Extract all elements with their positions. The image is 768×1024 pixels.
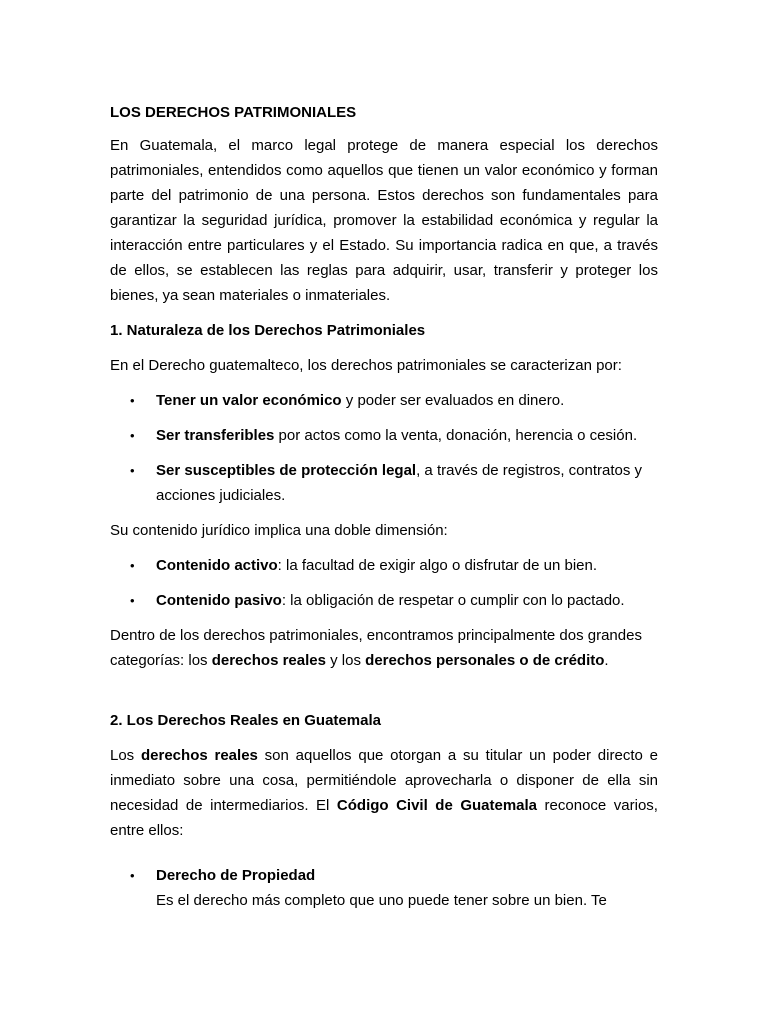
item-text: y poder ser evaluados en dinero. bbox=[341, 392, 565, 409]
item-bold: Ser transferibles bbox=[156, 427, 275, 444]
list-item bbox=[110, 388, 658, 413]
bold-run: Código Civil de Guatemala bbox=[336, 797, 538, 814]
item-bold: Tener un valor económico bbox=[156, 392, 342, 409]
item-text: Es el derecho más completo que uno puede tener sobre un bien. Te bbox=[156, 892, 607, 909]
list-item bbox=[110, 588, 658, 613]
document-body bbox=[110, 100, 658, 923]
document-title: LOS DERECHOS PATRIMONIALES bbox=[110, 104, 357, 121]
real-rights-paragraph bbox=[110, 743, 658, 843]
text-run: reconoce varios, entre ellos: bbox=[110, 797, 658, 839]
text-run: Dentro de los derechos patrimoniales, encontramos principalmente dos grandes categorías: los bbox=[110, 627, 642, 669]
categories-paragraph bbox=[110, 623, 658, 673]
spacer bbox=[110, 683, 658, 708]
dimension-list bbox=[110, 553, 658, 613]
item-bold: Contenido activo bbox=[156, 557, 278, 574]
item-text: , a través de registros, contratos y acciones judiciales. bbox=[156, 462, 643, 504]
item-bold: Ser susceptibles de protección legal bbox=[156, 462, 417, 479]
text-run: Los bbox=[110, 747, 141, 764]
section-1-heading: 1. Naturaleza de los Derechos Patrimoniales bbox=[110, 322, 426, 339]
text-run: y los bbox=[325, 652, 366, 669]
bullet-icon: • bbox=[130, 463, 135, 478]
real-rights-list bbox=[110, 863, 658, 913]
item-text: : la obligación de respetar o cumplir con lo pactado. bbox=[281, 592, 625, 609]
section-1-lead: En el Derecho guatemalteco, los derechos patrimoniales se caracterizan por: bbox=[110, 357, 622, 374]
spacer bbox=[110, 853, 658, 863]
text-run: son aquellos que otorgan a su titular un poder directo e inmediato sobre una cosa, permitiéndole aprovecharla o disponer de ella sin necesidad de intermediarios. El bbox=[110, 747, 658, 814]
bold-run: derechos reales bbox=[141, 747, 258, 764]
list-item bbox=[110, 553, 658, 578]
dimension-lead: Su contenido jurídico implica una doble dimensión: bbox=[110, 522, 448, 539]
bullet-icon: • bbox=[130, 428, 135, 443]
text-run: . bbox=[604, 652, 609, 669]
list-item bbox=[110, 863, 658, 913]
list-item bbox=[110, 423, 658, 448]
bold-run: derechos personales o de crédito bbox=[365, 652, 605, 669]
item-bold: Contenido pasivo bbox=[156, 592, 282, 609]
section-2-heading: 2. Los Derechos Reales en Guatemala bbox=[110, 712, 381, 729]
item-text: : la facultad de exigir algo o disfrutar de un bien. bbox=[277, 557, 598, 574]
bold-run: derechos reales bbox=[211, 652, 326, 669]
intro-paragraph: En Guatemala, el marco legal protege de manera especial los derechos patrimoniales, entendidos como aquellos que tienen un valor económico y forman parte del patrimonio de una persona. Estos derechos son fundamentales para garantizar la seguridad jurídica, promover la estabilidad económica y regular la interacción entre particulares y el Estado. Su importancia radica en que, a través de ellos, se establecen las reglas para adquirir, usar, transferir y proteger los bienes, ya sean materiales o inmateriales. bbox=[110, 137, 658, 304]
item-bold: Derecho de Propiedad bbox=[156, 867, 316, 884]
list-item bbox=[110, 458, 658, 508]
bullet-icon: • bbox=[130, 593, 135, 608]
characteristics-list bbox=[110, 388, 658, 508]
bullet-icon: • bbox=[130, 558, 135, 573]
item-text: por actos como la venta, donación, herencia o cesión. bbox=[274, 427, 638, 444]
bullet-icon: • bbox=[130, 868, 135, 883]
bullet-icon: • bbox=[130, 393, 135, 408]
